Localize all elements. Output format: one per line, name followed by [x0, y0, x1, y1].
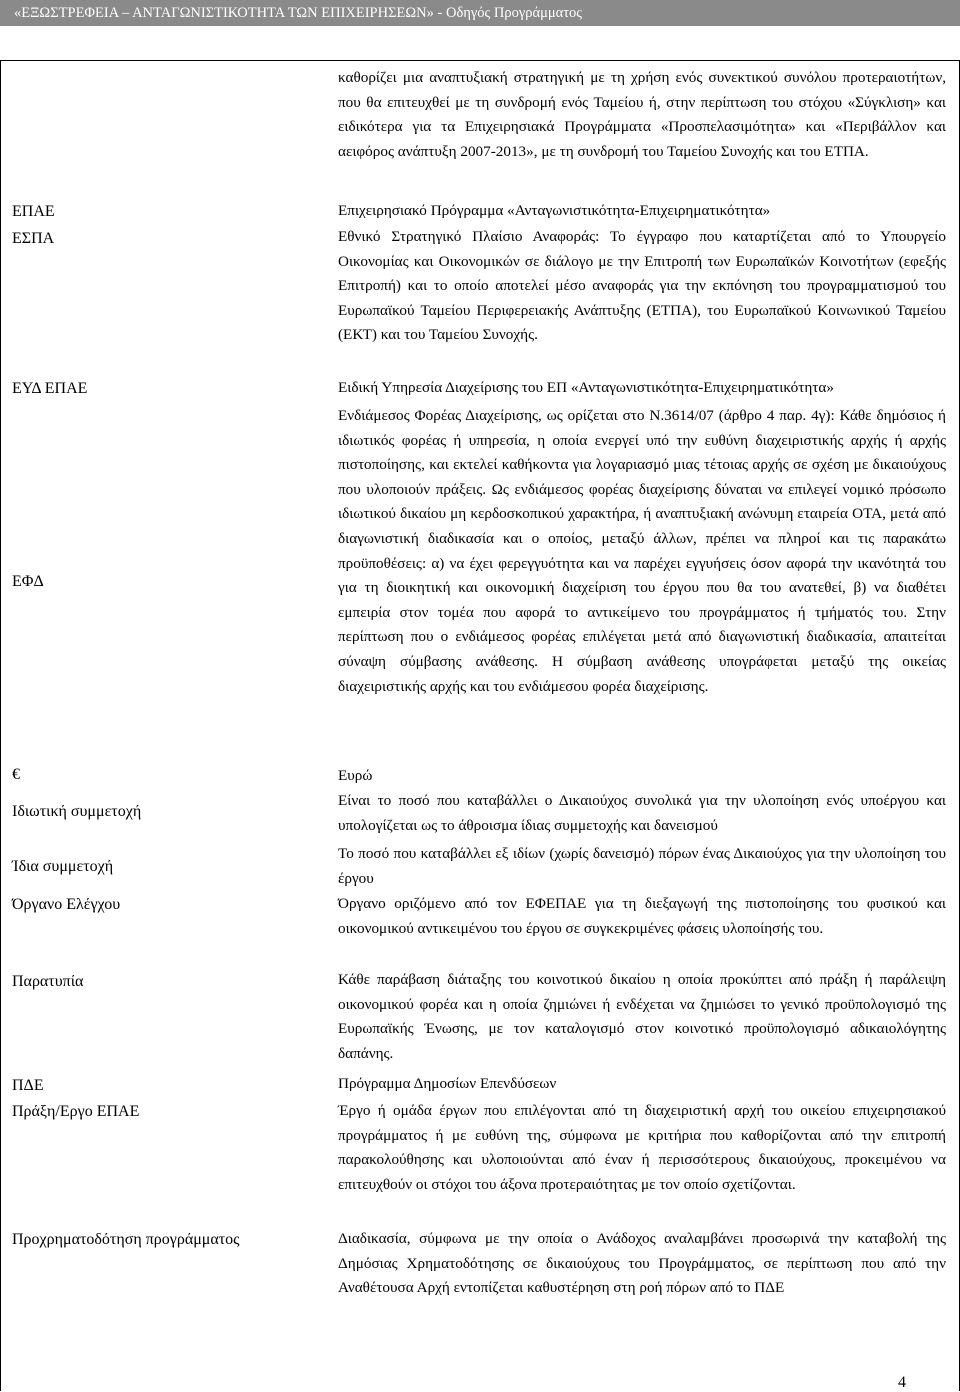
- term-cell: €: [12, 766, 20, 783]
- definition-cell: Επιχειρησιακό Πρόγραμμα «Ανταγωνιστικότητα-Επιχειρηματικότητα»: [338, 202, 771, 219]
- term-cell: ΕΠΑΕ: [12, 203, 55, 220]
- definition-cell: Πρόγραμμα Δημοσίων Επενδύσεων: [338, 1075, 557, 1092]
- definition-cell: Έργο ή ομάδα έργων που επιλέγονται από τη διαχειριστική αρχή του οικείου επιχειρησιακού προγράμματος ή με ευθύνη της, σύμφωνα με κριτήρια που καθορίζονται από την επιτροπή παρακολούθησης και υλοποιούνται από έναν ή περισσότερους δικαιούχους, προκειμένου να επιτευχθούν οι στόχοι του άξονα προτεραιότητας με τον οποίο σχετίζονται.: [338, 1102, 946, 1193]
- definition-cell: Κάθε παράβαση διάταξης του κοινοτικού δικαίου η οποία προκύπτει από πράξη ή παράλειψη οικονομικού φορέα και η οποία ζημιώνει ή ενδέχεται να ζημιώσει το γενικό προϋπολογισμό της Ευρωπαϊκής Ένωσης, με τον καταλογισμό στον κοινοτικό προϋπολογισμό αδικαιολόγητης δαπάνης.: [338, 971, 946, 1062]
- term-cell: ΕΣΠΑ: [12, 230, 55, 247]
- term-cell: ΕΥΔ ΕΠΑΕ: [12, 380, 88, 397]
- page-number: 4: [898, 1374, 906, 1391]
- term-cell: Όργανο Ελέγχου: [12, 896, 121, 913]
- term-cell: Παρατυπία: [12, 973, 84, 990]
- definition-cell: καθορίζει μια αναπτυξιακή στρατηγική με τη χρήση ενός συνεκτικού συνόλου προτεραιοτήτων, που θα επιτευχθεί με τη συνδρομή ενός Ταμείου ή, στην περίπτωση του στόχου «Σύγκλιση» και ειδικότερα για τα Επιχειρησιακά Προγράμματα «Προσπελασιμότητα» και «Περιβάλλον και αειφόρος ανάπτυξη 2007-2013», με τη συνδρομή του Ταμείου Συνοχής και του ΕΤΠΑ.: [338, 69, 946, 160]
- term-cell: Προχρηματοδότηση προγράμματος: [12, 1231, 240, 1248]
- definition-cell: Ειδική Υπηρεσία Διαχείρισης του ΕΠ «Ανταγωνιστικότητα-Επιχειρηματικότητα»: [338, 379, 834, 396]
- definition-cell: Ενδιάμεσος Φορέας Διαχείρισης, ως ορίζεται στο Ν.3614/07 (άρθρο 4 παρ. 4γ): Κάθε δημόσιος ή ιδιωτικός φορέας ή υπηρεσία, η οποία ενεργεί υπό την ευθύνη διαχειριστικής αρχής ή αρχής πιστοποίησης, και εκτελεί καθήκοντα για λογαριασμό μιας τέτοιας αρχής σε σχέση με δικαιούχους που υλοποιούν πράξεις. Ως ενδιάμεσος φορέας διαχείρισης δύναται να επιλεγεί νομικό πρόσωπο ιδιωτικού δικαίου μη κερδοσκοπικού χαρακτήρα, ή αναπτυξιακή ανώνυμη εταιρεία ΟΤΑ, μετά από διαγωνιστική διαδικασία και ο οποίος, μεταξύ άλλων, πρέπει να πληροί και τις παρακάτω προϋποθέσεις: α) να έχει φερεγγυότητα και να παρέχει εγγυήσεις όσον αφορά την ικανότητά του για τη διοικητική και οικονομική διαχείριση του έργου που θα του ανατεθεί, β) να διαθέτει εμπειρία στον τομέα που αφορά το αντικείμενο του προγράμματος ή τμήματός του. Στην περίπτωση που ο ενδιάμεσος φορέας επιλέγεται μετά από διαγωνιστική διαδικασία, απαιτείται σύναψη σύμβασης ανάθεσης. Η σύμβαση ανάθεσης υπογράφεται μεταξύ της οικείας διαχειριστικής αρχής και του ενδιάμεσου φορέα διαχείρισης.: [338, 407, 946, 695]
- definition-cell: Είναι το ποσό που καταβάλλει ο Δικαιούχος συνολικά για την υλοποίηση ενός υποέργου και υπολογίζεται ως το άθροισμα ίδιας συμμετοχής και δανεισμού: [338, 792, 946, 834]
- document-header: [0, 0, 960, 26]
- definition-cell: Εθνικό Στρατηγικό Πλαίσιο Αναφοράς: Το έγγραφο που καταρτίζεται από το Υπουργείο Οικονομίας και Οικονομικών σε διάλογο με την Επιτροπή των Ευρωπαϊκών Κοινοτήτων (εφεξής Επιτροπή) και το οποίο αποτελεί μέσο αναφοράς για την εκπόνηση του προγραμματισμού του Ευρωπαϊκού Ταμείου Περιφερειακής Ανάπτυξης (ΕΤΠΑ), του Ευρωπαϊκού Κοινωνικού Ταμείου (ΕΚΤ) και του Ταμείου Συνοχής.: [338, 228, 946, 344]
- term-cell: Ιδιωτική συμμετοχή: [12, 803, 142, 820]
- table-left-border: [0, 60, 1, 1391]
- definition-cell: Διαδικασία, σύμφωνα με την οποία ο Ανάδοχος αναλαμβάνει προσωρινά την καταβολή της Δημόσιας Χρηματοδότησης σε δικαιούχους του Προγράμματος, σε περίπτωση που από την Αναθέτουσα Αρχή εντοπίζεται καθυστέρηση στη ροή πόρων από το ΠΔΕ: [338, 1230, 946, 1297]
- term-cell: ΕΦΔ: [12, 573, 44, 590]
- term-cell: Ίδια συμμετοχή: [12, 858, 114, 875]
- definition-cell: Όργανο οριζόμενο από τον ΕΦΕΠΑΕ για τη διεξαγωγή της πιστοποίησης του φυσικού και οικονομικού αντικειμένου του έργου σε συγκεκριμένες φάσεις υλοποίησής του.: [338, 895, 946, 937]
- definition-cell: Ευρώ: [338, 767, 373, 784]
- term-cell: Πράξη/Εργο ΕΠΑΕ: [12, 1103, 140, 1120]
- term-cell: ΠΔΕ: [12, 1077, 44, 1094]
- table-top-border: [0, 60, 960, 61]
- header-title: «ΕΞΩΣΤΡΕΦΕΙΑ – ΑΝΤΑΓΩΝΙΣΤΙΚΟΤΗΤΑ ΤΩΝ ΕΠΙΧΕΙΡΗΣΕΩΝ» - Οδηγός Προγράμματος: [14, 5, 583, 21]
- definition-cell: Το ποσό που καταβάλλει εξ ιδίων (χωρίς δανεισμό) πόρων ένας Δικαιούχος για την υλοποίηση του έργου: [338, 845, 946, 887]
